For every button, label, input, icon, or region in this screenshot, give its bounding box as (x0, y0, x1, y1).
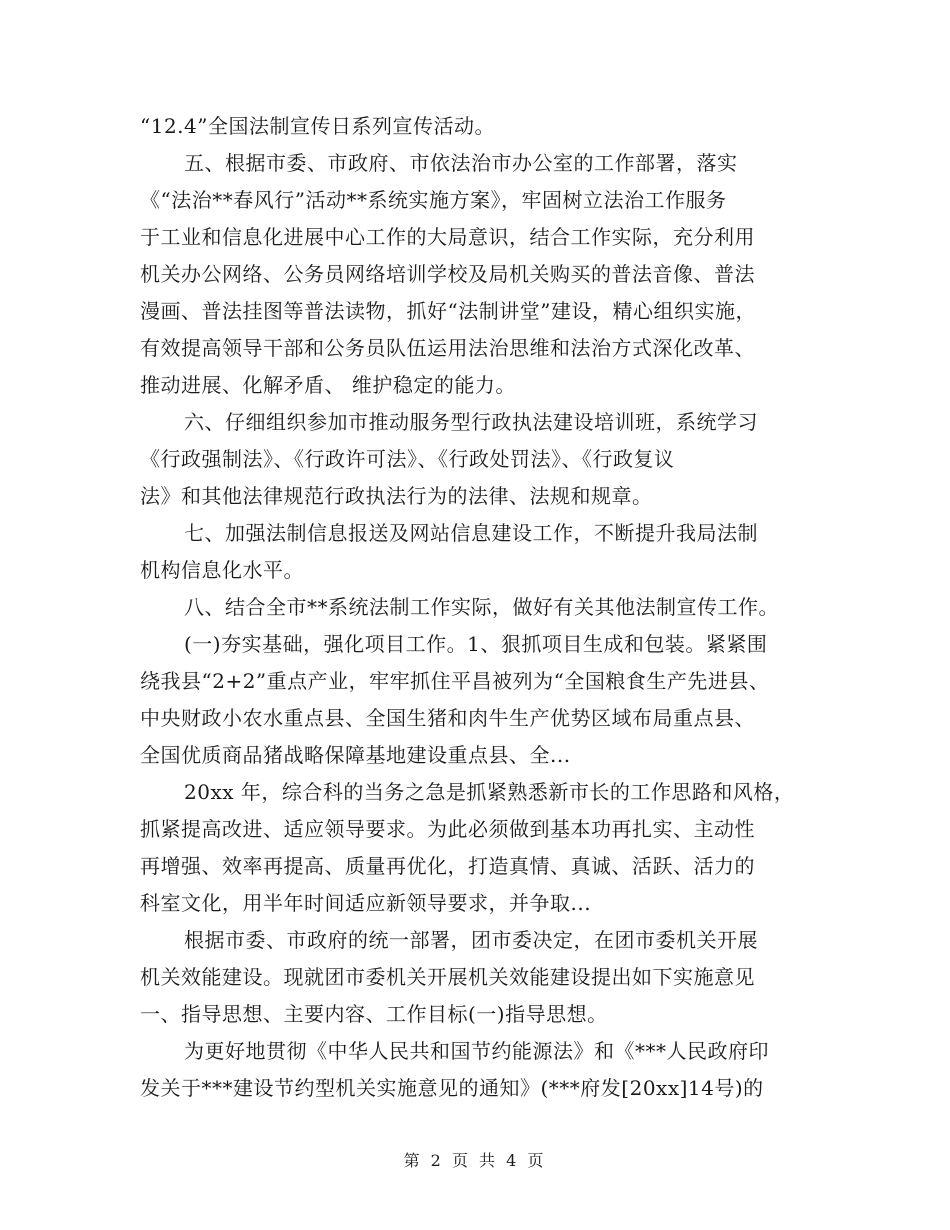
text-line: 法》和其他法律规范行政执法行为的法律、法规和规章。 (140, 484, 653, 508)
text-line: 一、指导思想、主要内容、工作目标(一)指导思想。 (140, 1002, 608, 1026)
page-footer: 第 2 页 共 4 页 (403, 1151, 547, 1170)
text-line: 《“法治**春风行”活动**系统实施方案》，牢固树立法治工作服务 (140, 188, 727, 212)
text-line: 漫画、普法挂图等普法读物，抓好“法制讲堂”建设，精心组织实施， (140, 299, 756, 323)
text-line: (一)夯实基础，强化项目工作。1、狠抓项目生成和包装。紧紧围 (184, 632, 768, 656)
text-line: 于工业和信息化进展中心工作的大局意识，结合工作实际，充分利用 (140, 225, 755, 249)
text-line: 有效提高领导干部和公务员队伍运用法治思维和法治方式深化改革、 (140, 336, 755, 360)
text-line: 六、仔细组织参加市推动服务型行政执法建设培训班，系统学习 (184, 410, 758, 434)
text-line: “12.4”全国法制宣传日系列宣传活动。 (140, 114, 495, 138)
text-line: 根据市委、市政府的统一部署，团市委决定，在团市委机关开展 (184, 928, 758, 952)
text-line: 为更好地贯彻《中华人民共和国节约能源法》和《***人民政府印 (184, 1039, 769, 1063)
text-line: 绕我县“2+2”重点产业，牢牢抓住平昌被列为“全国粮食生产先进县、 (140, 669, 770, 693)
text-line: 20xx 年，综合科的当务之急是抓紧熟悉新市长的工作思路和风格， (184, 780, 795, 804)
text-line: 七、加强法制信息报送及网站信息建设工作，不断提升我局法制 (184, 521, 758, 545)
text-line: 机关办公网络、公务员网络培训学校及局机关购买的普法音像、普法 (140, 262, 755, 286)
text-line: 再增强、效率再提高、质量再优化，打造真情、真诚、活跃、活力的 (140, 854, 755, 878)
text-line: 全国优质商品猪战略保障基地建设重点县、全... (140, 743, 571, 767)
text-line: 抓紧提高改进、适应领导要求。为此必须做到基本功再扎实、主动性 (140, 817, 755, 841)
text-line: 《行政强制法》、《行政许可法》、《行政处罚法》、《行政复议 (140, 447, 675, 471)
text-line: 机关效能建设。现就团市委机关开展机关效能建设提出如下实施意见 (140, 965, 755, 989)
text-line: 机构信息化水平。 (140, 558, 304, 582)
text-line: 推动进展、化解矛盾、 维护稳定的能力。 (140, 373, 516, 397)
text-line: 八、结合全市**系统法制工作实际，做好有关其他法制宣传工作。 (184, 595, 779, 619)
text-line: 五、根据市委、市政府、市依法治市办公室的工作部署，落实 (184, 151, 738, 175)
document-body (140, 108, 820, 1107)
text-line: 科室文化，用半年时间适应新领导要求，并争取... (140, 891, 592, 915)
text-line: 中央财政小农水重点县、全国生猪和肉牛生产优势区域布局重点县、 (140, 706, 755, 730)
text-line: 发关于***建设节约型机关实施意见的通知》(***府发[20xx]14号)的 (140, 1076, 764, 1100)
